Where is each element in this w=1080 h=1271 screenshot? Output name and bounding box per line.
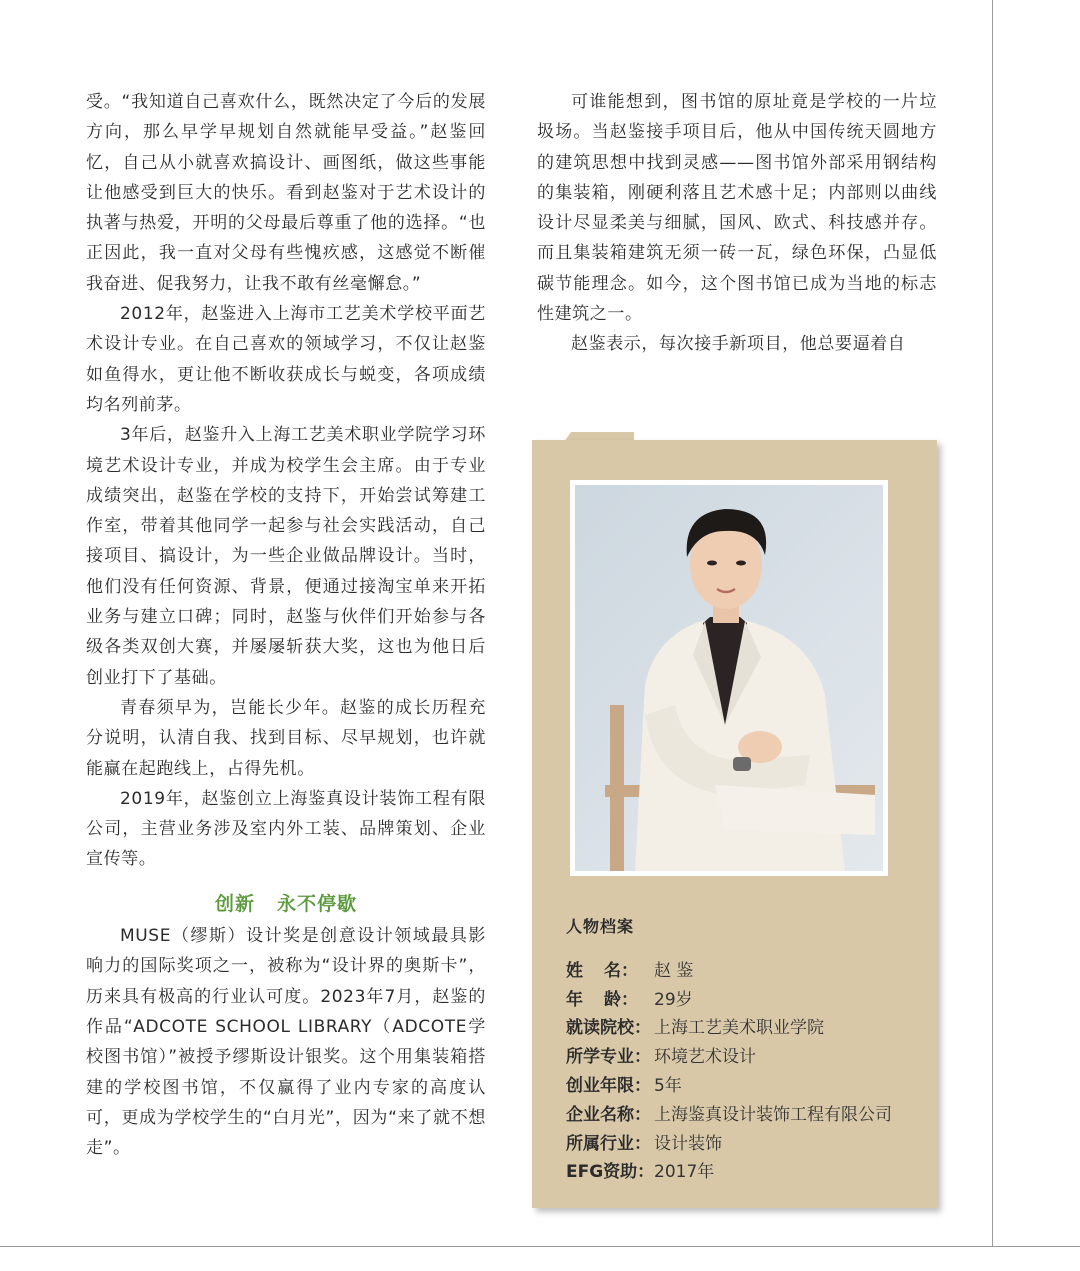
profile-card-title: 人物档案 [566, 917, 635, 936]
profile-row-major [566, 1040, 926, 1069]
profile-value: 上海工艺美术职业学院 [654, 1018, 824, 1039]
profile-value: 2017年 [654, 1162, 715, 1183]
profile-label: 创业年限： [566, 1076, 651, 1097]
paragraph: 青春须早为，岂能长少年。赵鉴的成长历程充分说明，认清自我、找到目标、尽早规划，也许就能赢在起跑线上，占得先机。 [86, 697, 486, 779]
profile-label-part: 年 [566, 989, 583, 1010]
paragraph: 受。“我知道自己喜欢什么，既然决定了今后的发展方向，那么早学早规划自然就能早受益。”赵鉴回忆，自己从小就喜欢搞设计、画图纸，做这些事能让他感受到巨大的快乐。看到赵鉴对于艺术设计的执著与热爱，开明的父母最后尊重了他的选择。“也正因此，我一直对父母有些愧疚感，这感觉不断催我奋进、促我努力，让我不敢有丝毫懈怠。” [86, 92, 486, 294]
profile-label [566, 985, 638, 1010]
profile-row-age [566, 983, 926, 1012]
portrait-illustration [575, 485, 883, 871]
profile-label: 就读院校： [566, 1018, 651, 1039]
profile-row-efg [566, 1156, 926, 1185]
profile-card-body [532, 440, 937, 1208]
profile-label-part: 龄： [604, 989, 638, 1010]
profile-row-industry [566, 1127, 926, 1156]
profile-label: 企业名称： [566, 1104, 651, 1125]
profile-row-school [566, 1012, 926, 1041]
section-heading [86, 889, 486, 919]
profile-value: 赵 鉴 [654, 960, 694, 981]
profile-label-part: 名： [604, 960, 638, 981]
paragraph: 3年后，赵鉴升入上海工艺美术职业学院学习环境艺术设计专业，并成为校学生会主席。由于专业成绩突出，赵鉴在学校的支持下，开始尝试筹建工作室，带着其他同学一起参与社会实践活动，自己接项目、搞设计，为一些企业做品牌设计。当时，他们没有任何资源、背景，便通过接淘宝单来开拓业务与建立口碑；同时，赵鉴与伙伴们开始参与各级各类双创大赛，并屡屡斩获大奖，这也为他日后创业打下了基础。 [86, 425, 486, 688]
profile-row-name [566, 954, 926, 983]
profile-value: 设计装饰 [654, 1133, 722, 1154]
profile-label-part: 姓 [566, 960, 583, 981]
paragraph: 2019年，赵鉴创立上海鉴真设计装饰工程有限公司，主营业务涉及室内外工装、品牌策划、企业宣传等。 [86, 788, 486, 870]
section-heading-part: 创新 [214, 892, 255, 915]
profile-label: EFG资助： [566, 1162, 655, 1183]
portrait-photo [575, 485, 883, 871]
profile-label [566, 956, 638, 981]
page-edge-line [992, 0, 993, 1246]
paragraph: 可谁能想到，图书馆的原址竟是学校的一片垃圾场。当赵鉴接手项目后，他从中国传统天圆地方的建筑思想中找到灵感——图书馆外部采用钢结构的集装箱，刚硬利落且艺术感十足；内部则以曲线设计尽显柔美与细腻，国风、欧式、科技感并存。而且集装箱建筑无须一砖一瓦，绿色环保，凸显低碳节能理念。如今，这个图书馆已成为当地的标志性建筑之一。 [537, 92, 937, 325]
right-text-column [537, 87, 937, 360]
profile-info-list [566, 954, 926, 1184]
profile-card [532, 432, 937, 1208]
profile-label: 所属行业： [566, 1133, 651, 1154]
profile-row-company [566, 1098, 926, 1127]
profile-value: 5年 [654, 1076, 682, 1097]
profile-value: 29岁 [654, 989, 693, 1010]
profile-value: 上海鉴真设计装饰工程有限公司 [654, 1104, 892, 1125]
paragraph: 2012年，赵鉴进入上海市工艺美术学校平面艺术设计专业。在自己喜欢的领域学习，不仅让赵鉴如鱼得水，更让他不断收获成长与蜕变，各项成绩均名列前茅。 [86, 304, 486, 415]
profile-row-years [566, 1069, 926, 1098]
section-heading-part: 永不停歇 [277, 892, 358, 915]
paragraph: 赵鉴表示，每次接手新项目，他总要逼着自 [571, 334, 906, 355]
paragraph: MUSE（缪斯）设计奖是创意设计领域最具影响力的国际奖项之一，被称为“设计界的奥斯卡”，历来具有极高的行业认可度。2023年7月，赵鉴的作品“ADCOTE SCHOOL LIBRARY（ADCOTE学校图书馆）”被授予缪斯设计银奖。这个用集装箱搭建的学校图书馆，不仅赢得了业内专家的高度认可，更成为学校学生的“白月光”，因为“来了就不想走”。 [86, 926, 486, 1159]
left-text-column [86, 87, 486, 1163]
portrait-photo-frame [570, 480, 888, 876]
page-bottom-line [0, 1246, 1080, 1247]
profile-value: 环境艺术设计 [654, 1047, 756, 1068]
profile-label: 所学专业： [566, 1047, 651, 1068]
